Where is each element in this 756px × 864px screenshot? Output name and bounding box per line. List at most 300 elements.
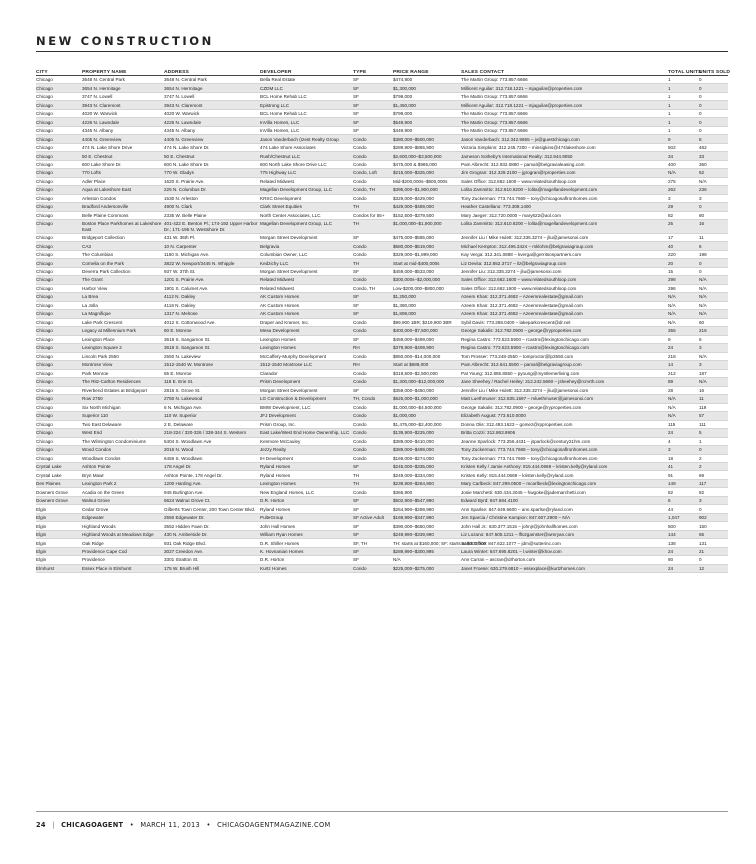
type-cell: SF xyxy=(353,556,393,564)
table-row xyxy=(36,505,728,513)
address-cell: 3943 N. Claremont xyxy=(164,101,260,109)
property-name-cell: Six North Michigan xyxy=(82,403,164,411)
property-name-cell: Cornelia on the Park xyxy=(82,259,164,267)
property-name-cell: Acadia on the Green xyxy=(82,488,164,496)
developer-cell: Related Midwest xyxy=(260,284,353,292)
type-cell: Condo xyxy=(353,437,393,445)
sales-contact-cell: Tony Zuckerman: 773.744.7669 – tony@chicagosaflronhomes.com xyxy=(461,454,668,462)
city-cell: Chicago xyxy=(36,378,82,386)
sales-contact-cell: Mary Jaeger: 312.720.0000 – mary622@aol.com xyxy=(461,211,668,219)
address-cell: 3301 Stratton St. xyxy=(164,556,260,564)
total-units-cell: 1 xyxy=(668,118,699,126)
property-name-cell: Lake Park Crescent xyxy=(82,318,164,326)
units-sold-cell: 21 xyxy=(699,547,728,555)
city-cell: Crystal Lake xyxy=(36,463,82,471)
developer-cell: AK Custom Homes xyxy=(260,310,353,318)
table-row xyxy=(36,301,728,309)
units-sold-cell: 82 xyxy=(699,488,728,496)
type-cell: SF xyxy=(353,92,393,100)
total-units-cell: 502 xyxy=(668,143,699,151)
table-row xyxy=(36,420,728,428)
total-units-cell: 24 xyxy=(668,547,699,555)
address-cell: 118 E. Erie St. xyxy=(164,378,260,386)
total-units-cell: 400 xyxy=(668,160,699,168)
table-row xyxy=(36,471,728,479)
developer-cell: Ryland Homes xyxy=(260,471,353,479)
city-cell: Chicago xyxy=(36,437,82,445)
address-cell: 430 N. Amberside Dr. xyxy=(164,530,260,538)
city-cell: Des Plaines xyxy=(36,479,82,487)
property-name-cell: 600 Lake Shore Dr. xyxy=(82,160,164,168)
price-range-cell: $329,000–$429,000 xyxy=(393,194,461,202)
property-name-cell: 3648 N. Central Park xyxy=(82,76,164,84)
price-range-cell: $1,000,000–$1,900,000 xyxy=(393,220,461,234)
city-cell: Chicago xyxy=(36,135,82,143)
city-cell: Chicago xyxy=(36,403,82,411)
developer-cell: Ryland Homes xyxy=(260,505,353,513)
total-units-cell: 262 xyxy=(668,186,699,194)
units-sold-cell: 150 xyxy=(699,522,728,530)
units-sold-cell: 80 xyxy=(699,211,728,219)
sales-contact-cell: Michael Kempton: 312.496.3424 – mklohm@belgraviagroup.com xyxy=(461,242,668,250)
address-cell: 3552 Hidden Fawn Dr. xyxy=(164,522,260,530)
price-range-cell: $390,000–$650,000 xyxy=(393,522,461,530)
type-cell: SF xyxy=(353,310,393,318)
city-cell: Chicago xyxy=(36,429,82,437)
units-sold-cell: 3 xyxy=(699,496,728,504)
units-sold-cell: 6 xyxy=(699,242,728,250)
city-cell: Chicago xyxy=(36,284,82,292)
sales-contact-cell: Jason Vanderbach: 312.342.9655 – jv@guestchicago.com xyxy=(461,135,668,143)
address-cell: 931 Oak Ridge Blvd. xyxy=(164,539,260,547)
type-cell: RH xyxy=(353,361,393,369)
price-range-cell: $580,000–$619,000 xyxy=(393,242,461,250)
sales-contact-cell: Britta Cozzi: 312.863.9906 xyxy=(461,429,668,437)
address-cell: 2550 Edgewater Dr. xyxy=(164,513,260,521)
type-cell: Condo xyxy=(353,403,393,411)
table-row xyxy=(36,152,728,160)
table-row xyxy=(36,556,728,564)
units-sold-cell: 0 xyxy=(699,446,728,454)
price-range-cell: $365,900 xyxy=(393,488,461,496)
column-header: TOTAL UNITS xyxy=(668,64,699,76)
sales-contact-cell: George Sakalis: 312.782.0900 – george@ryproperties.com xyxy=(461,327,668,335)
total-units-cell: N/A xyxy=(668,318,699,326)
address-cell: 110 W. Superior xyxy=(164,412,260,420)
address-cell: 225 N. Columbus Dr. xyxy=(164,186,260,194)
property-name-cell: Lexington Square 2 xyxy=(82,344,164,352)
type-cell: Condo xyxy=(353,378,393,386)
address-cell: 10 N. Carpenter xyxy=(164,242,260,250)
units-sold-cell: 482 xyxy=(699,143,728,151)
sales-contact-cell: Liz Devita: 312.852.3717 – liz@belgraviagroup.com xyxy=(461,259,668,267)
property-name-cell: Lexington Place xyxy=(82,335,164,343)
type-cell: SF xyxy=(353,126,393,134)
title-divider xyxy=(36,51,728,52)
table-row xyxy=(36,395,728,403)
property-name-cell: Superior 110 xyxy=(82,412,164,420)
city-cell: Chicago xyxy=(36,211,82,219)
price-range-cell: $799,000 xyxy=(393,109,461,117)
units-sold-cell: 1 xyxy=(699,437,728,445)
developer-cell: Morgan Street Development xyxy=(260,386,353,394)
property-name-cell: CA3 xyxy=(82,242,164,250)
sales-contact-cell: Regina Castro: 773.523.5900 – rcastro@lexingtonchicago.com xyxy=(461,335,668,343)
developer-cell: 1512-1540 Montrose LLC xyxy=(260,361,353,369)
sales-contact-cell: Azeem Khan: 312.371.4682 – Azeemrealestate@gmail.com xyxy=(461,293,668,301)
sales-contact-cell: Regina Castro: 773.523.5900 – rcastro@lexingtonchicago.com xyxy=(461,344,668,352)
city-cell: Chicago xyxy=(36,250,82,258)
table-row xyxy=(36,318,728,326)
developer-cell: Mesa Development xyxy=(260,327,353,335)
developer-cell: North Center Associates, LLC xyxy=(260,211,353,219)
type-cell: TH, Condo xyxy=(353,395,393,403)
developer-cell: PulteGroup xyxy=(260,513,353,521)
price-range-cell: $1,450,000 xyxy=(393,101,461,109)
column-header: TYPE xyxy=(353,64,393,76)
property-name-cell: West End xyxy=(82,429,164,437)
sales-contact-cell: Lolita Zammitto: 312.610.8200 – lolita@magellandevelopment.com xyxy=(461,186,668,194)
city-cell: Chicago xyxy=(36,293,82,301)
city-cell: Chicago xyxy=(36,327,82,335)
sales-contact-cell: The Martin Group: 773.857.6666 xyxy=(461,109,668,117)
sales-contact-cell: Pat Young: 312.855.8550 – pyoung@myntlemerliving.com xyxy=(461,369,668,377)
price-range-cell: Mid-$200,000s–$600,000s xyxy=(393,177,461,185)
developer-cell: BCL Home Rehab LLC xyxy=(260,92,353,100)
city-cell: Chicago xyxy=(36,152,82,160)
table-row xyxy=(36,259,728,267)
developer-cell: Lexington Homes xyxy=(260,335,353,343)
total-units-cell: 41 xyxy=(668,463,699,471)
footer-bullet: • xyxy=(129,821,134,829)
property-name-cell: 4226 N. Lawndale xyxy=(82,118,164,126)
developer-cell: AK Custom Homes xyxy=(260,293,353,301)
table-row xyxy=(36,488,728,496)
sales-contact-cell: The Martin Group: 773.857.6666 xyxy=(461,118,668,126)
units-sold-cell: N/A xyxy=(699,276,728,284)
sales-contact-cell: Azeem Khan: 312.371.4682 – Azeemrealestate@gmail.com xyxy=(461,310,668,318)
price-range-cell: $475,000–$585,000 xyxy=(393,233,461,241)
price-range-cell: $799,000 xyxy=(393,92,461,100)
table-header xyxy=(36,64,731,76)
city-cell: Elgin xyxy=(36,522,82,530)
type-cell: Condo xyxy=(353,318,393,326)
address-cell: 4012 S. Cottonwood Ave. xyxy=(164,318,260,326)
city-cell: Chicago xyxy=(36,276,82,284)
table-row xyxy=(36,293,728,301)
units-sold-cell: 0 xyxy=(699,259,728,267)
units-sold-cell: 216 xyxy=(699,327,728,335)
sales-contact-cell: The Martin Group: 773.857.6666 xyxy=(461,92,668,100)
property-name-cell: Oak Ridge xyxy=(82,539,164,547)
table-row xyxy=(36,530,728,538)
type-cell: TH xyxy=(353,479,393,487)
type-cell: Condos for 55+ xyxy=(353,211,393,219)
units-sold-cell: 117 xyxy=(699,479,728,487)
type-cell: Condo, TH xyxy=(353,186,393,194)
sales-contact-cell: Tony Zuckerman: 773.744.7669 – tony@chicagosaflronhomes.com xyxy=(461,446,668,454)
property-name-cell: Providence xyxy=(82,556,164,564)
property-name-cell: Lincoln Park 2550 xyxy=(82,352,164,360)
sales-contact-cell: George Sakalis: 312.782.0900 – george@ryproperties.com xyxy=(461,403,668,411)
units-sold-cell: 0 xyxy=(699,76,728,84)
developer-cell: Prism Development xyxy=(260,378,353,386)
developer-cell: Magellan Development Group, LLC xyxy=(260,186,353,194)
property-name-cell: The Grant xyxy=(82,276,164,284)
address-cell: 945 Burlington Ave. xyxy=(164,488,260,496)
city-cell: Elgin xyxy=(36,505,82,513)
table-row xyxy=(36,454,728,462)
property-name-cell: Ashton Pointe xyxy=(82,463,164,471)
total-units-cell: 9 xyxy=(668,135,699,143)
type-cell: Condo xyxy=(353,420,393,428)
total-units-cell: 149 xyxy=(668,479,699,487)
city-cell: Downers Grove xyxy=(36,496,82,504)
type-cell: SF xyxy=(353,101,393,109)
developer-cell: John Hall Homes xyxy=(260,522,353,530)
units-sold-cell: 0 xyxy=(699,118,728,126)
address-cell: 4118 N. Oakley xyxy=(164,301,260,309)
sales-contact-cell: Sybil Davis: 773.268.0400 – lakeparkcrescent@dr.net xyxy=(461,318,668,326)
total-units-cell: 3 xyxy=(668,446,699,454)
developer-cell: Bella Real Estate xyxy=(260,76,353,84)
property-name-cell: Highland Woods at Meadows Edge xyxy=(82,530,164,538)
developer-cell: Morgan Street Development xyxy=(260,267,353,275)
total-units-cell: 6 xyxy=(668,496,699,504)
address-cell: 600 N. Lake Shore Dr. xyxy=(164,160,260,168)
type-cell: RH xyxy=(353,344,393,352)
units-sold-cell: 5 xyxy=(699,429,728,437)
table-row xyxy=(36,84,728,92)
units-sold-cell: 0 xyxy=(699,203,728,211)
table-row xyxy=(36,160,728,168)
units-sold-cell: 0 xyxy=(699,556,728,564)
units-sold-cell: 111 xyxy=(699,420,728,428)
developer-cell: InVilla Homes, LLC xyxy=(260,126,353,134)
address-cell: 2 E. Delaware xyxy=(164,420,260,428)
address-cell: 4112 N. Oakley xyxy=(164,293,260,301)
sales-contact-cell: Josie Marchetti: 630.434.2045 – hwgoke@jademarchetti.com xyxy=(461,488,668,496)
price-range-cell: $1,380,000 xyxy=(393,301,461,309)
developer-cell: Lexington Homes xyxy=(260,479,353,487)
developer-cell: InVilla Homes, LLC xyxy=(260,118,353,126)
total-units-cell: 29 xyxy=(668,203,699,211)
total-units-cell: 138 xyxy=(668,539,699,547)
table-row xyxy=(36,242,728,250)
city-cell: Elgin xyxy=(36,530,82,538)
sales-contact-cell: Jane Sheehey / Rachel Heiley: 312.242.5660 – jsheehey@rcmrth.com xyxy=(461,378,668,386)
address-cell: 770 W. Gladys xyxy=(164,169,260,177)
developer-cell: Clarador xyxy=(260,369,353,377)
column-header: UNITS SOLD xyxy=(699,64,728,76)
table-row xyxy=(36,211,728,219)
city-cell: Chicago xyxy=(36,386,82,394)
total-units-cell: 4 xyxy=(668,437,699,445)
total-units-cell: 115 xyxy=(668,420,699,428)
developer-cell: Belgravia xyxy=(260,242,353,250)
table-row xyxy=(36,564,728,572)
address-cell: 1901 S. Calumet Ave. xyxy=(164,284,260,292)
address-cell: 474 N. Lake Shore Dr. xyxy=(164,143,260,151)
table-row xyxy=(36,403,728,411)
city-cell: Chicago xyxy=(36,361,82,369)
units-sold-cell: 2 xyxy=(699,463,728,471)
price-range-cell: $625,000–$1,000,000 xyxy=(393,395,461,403)
price-range-cell: $152,500–$379,500 xyxy=(393,211,461,219)
property-name-cell: 50 E. Chestnut xyxy=(82,152,164,160)
type-cell: Condo xyxy=(353,327,393,335)
price-range-cell: $1,475,000–$2,400,000 xyxy=(393,420,461,428)
units-sold-cell: 0 xyxy=(699,101,728,109)
type-cell: Condo xyxy=(353,352,393,360)
column-header: SALES CONTACT xyxy=(461,64,668,76)
total-units-cell: 1,047 xyxy=(668,513,699,521)
table-row xyxy=(36,547,728,555)
price-range-cell: N/A xyxy=(393,556,461,564)
address-cell: 6 N. Michigan Ave. xyxy=(164,403,260,411)
total-units-cell: 3 xyxy=(668,194,699,202)
address-cell: 4345 N. Albany xyxy=(164,126,260,134)
developer-cell: Clark Street Equities xyxy=(260,203,353,211)
table-row xyxy=(36,169,728,177)
address-cell: 1201 S. Prairie Ave. xyxy=(164,276,260,284)
total-units-cell: 89 xyxy=(668,378,699,386)
units-sold-cell: 69 xyxy=(699,471,728,479)
property-name-cell: Walnut Grove xyxy=(82,496,164,504)
city-cell: Chicago xyxy=(36,101,82,109)
sales-contact-cell: Jennifer Liu / Mike Hulett: 312.335.3274 – jliu@jamesonxi.com xyxy=(461,233,668,241)
new-construction-table xyxy=(36,64,731,573)
sales-contact-cell: Janet Froese: 630.279.6810 – essexplace@kurtzhomes.com xyxy=(461,564,668,572)
address-cell: 431 W. 36th Pl. xyxy=(164,233,260,241)
property-name-cell: La Brea xyxy=(82,293,164,301)
city-cell: Chicago xyxy=(36,84,82,92)
sales-contact-cell: Elizabeth August: 773.610.0000 xyxy=(461,412,668,420)
total-units-cell: 9 xyxy=(668,335,699,343)
table-row xyxy=(36,194,728,202)
property-name-cell: La Jolla xyxy=(82,301,164,309)
units-sold-cell: 3 xyxy=(699,344,728,352)
price-range-cell: $329,000–$1,899,000 xyxy=(393,250,461,258)
city-cell: Chicago xyxy=(36,352,82,360)
table-row xyxy=(36,126,728,134)
table-row xyxy=(36,233,728,241)
address-cell: 2335 W. Belle Plaine xyxy=(164,211,260,219)
sales-contact-cell: Pam Albrecht: 312.932.0880 – pamal@belgravialeasing.com xyxy=(461,160,668,168)
table-row xyxy=(36,513,728,521)
property-name-cell: 4405 N. Greenview xyxy=(82,135,164,143)
city-cell: Elgin xyxy=(36,556,82,564)
type-cell: Condo xyxy=(353,276,393,284)
city-cell: Chicago xyxy=(36,318,82,326)
address-cell: 6624 Walnut Grove Ct. xyxy=(164,496,260,504)
developer-cell: IH Development xyxy=(260,454,353,462)
table-row xyxy=(36,92,728,100)
total-units-cell: 91 xyxy=(668,471,699,479)
total-units-cell: N/A xyxy=(668,403,699,411)
property-name-cell: Providence Cape Cod xyxy=(82,547,164,555)
sales-contact-cell: Sales Office: 312.662.1600 – www.relatedsouthloop.com xyxy=(461,177,668,185)
address-cell: 175 W. Brush Hill xyxy=(164,564,260,572)
total-units-cell: 1 xyxy=(668,84,699,92)
property-name-cell: 3747 N. Lowell xyxy=(82,92,164,100)
column-header: PRICE RANGE xyxy=(393,64,461,76)
developer-cell: D.R. Horton xyxy=(260,496,353,504)
property-name-cell: Adler Place xyxy=(82,177,164,185)
type-cell: SF xyxy=(353,118,393,126)
table-row xyxy=(36,369,728,377)
sales-contact-cell: The Martin Group: 773.857.6666 xyxy=(461,126,668,134)
units-sold-cell: 0 xyxy=(699,109,728,117)
developer-cell: New England Homes, LLC xyxy=(260,488,353,496)
sales-contact-cell: Jim Grogran: 312.329.2100 – jgrogran@rproperties.com xyxy=(461,169,668,177)
units-sold-cell: N/A xyxy=(699,378,728,386)
type-cell: Condo xyxy=(353,369,393,377)
address-cell: 401-422 E. Benton Pl.; 174-192 Upper Harbor Dr.; 171-195 N. Westshore Dr. xyxy=(164,220,260,234)
price-range-cell: $459,000–$499,000 xyxy=(393,335,461,343)
property-name-cell: 4345 N. Albany xyxy=(82,126,164,134)
city-cell: Chicago xyxy=(36,310,82,318)
property-name-cell: Montrose View xyxy=(82,361,164,369)
developer-cell: William Ryan Homes xyxy=(260,530,353,538)
developer-cell: K. Hovnanian Homes xyxy=(260,547,353,555)
developer-cell: BCL Home Rehab LLC xyxy=(260,109,353,117)
units-sold-cell: 6 xyxy=(699,335,728,343)
units-sold-cell: 0 xyxy=(699,267,728,275)
sales-contact-cell: Donna Olis: 312.493.1623 – gomez@rpproperties.com xyxy=(461,420,668,428)
sales-contact-cell: Jennifer Liu: 312.335.3274 – jliu@jamesonxi.com xyxy=(461,267,668,275)
property-name-cell: 770 Lofts xyxy=(82,169,164,177)
city-cell: Chicago xyxy=(36,220,82,234)
table-row xyxy=(36,186,728,194)
sales-contact-cell: Tom Prosser: 773.248-2550 – tomproctor@lp2550.com xyxy=(461,352,668,360)
address-cell: 2016 N. Wood xyxy=(164,446,260,454)
address-cell: 65 E. Monroe xyxy=(164,369,260,377)
sales-contact-cell: Jeanne Sparlock: 773.256.4431 – jsparlock@century21hm.com xyxy=(461,437,668,445)
city-cell: Chicago xyxy=(36,446,82,454)
type-cell: Condo, TH xyxy=(353,284,393,292)
table-row xyxy=(36,463,728,471)
developer-cell: East Lake/West End Home Ownership, LLC xyxy=(260,429,353,437)
sales-contact-cell: Azeem Khan: 312.371.4682 – Azeemrealestate@gmail.com xyxy=(461,301,668,309)
total-units-cell: 1 xyxy=(668,109,699,117)
total-units-cell: 20 xyxy=(668,259,699,267)
type-cell: Condo xyxy=(353,429,393,437)
developer-cell: Kedzichy LLC xyxy=(260,259,353,267)
property-name-cell: Park Monroe xyxy=(82,369,164,377)
developer-cell: Draper and Kramer, Inc. xyxy=(260,318,353,326)
units-sold-cell: 16 xyxy=(699,386,728,394)
city-cell: Chicago xyxy=(36,76,82,84)
property-name-cell: Edgewater xyxy=(82,513,164,521)
total-units-cell: 220 xyxy=(668,250,699,258)
footer-divider xyxy=(36,811,728,812)
total-units-cell: 82 xyxy=(668,211,699,219)
table-row xyxy=(36,220,728,234)
address-cell: 3654 N. Hermitage xyxy=(164,84,260,92)
property-name-cell: Aqua at Lakeshore East xyxy=(82,186,164,194)
units-sold-cell: 11 xyxy=(699,395,728,403)
price-range-cell: Low-$200,000–$800,000 xyxy=(393,284,461,292)
column-header: CITY xyxy=(36,64,82,76)
total-units-cell: 34 xyxy=(668,152,699,160)
price-range-cell: $1,300,000 xyxy=(393,84,461,92)
type-cell: SF xyxy=(353,463,393,471)
table-row xyxy=(36,118,728,126)
city-cell: Chicago xyxy=(36,177,82,185)
address-cell: 2550 N. Lakeview xyxy=(164,352,260,360)
price-range-cell: $850,000–$14,000,000 xyxy=(393,352,461,360)
